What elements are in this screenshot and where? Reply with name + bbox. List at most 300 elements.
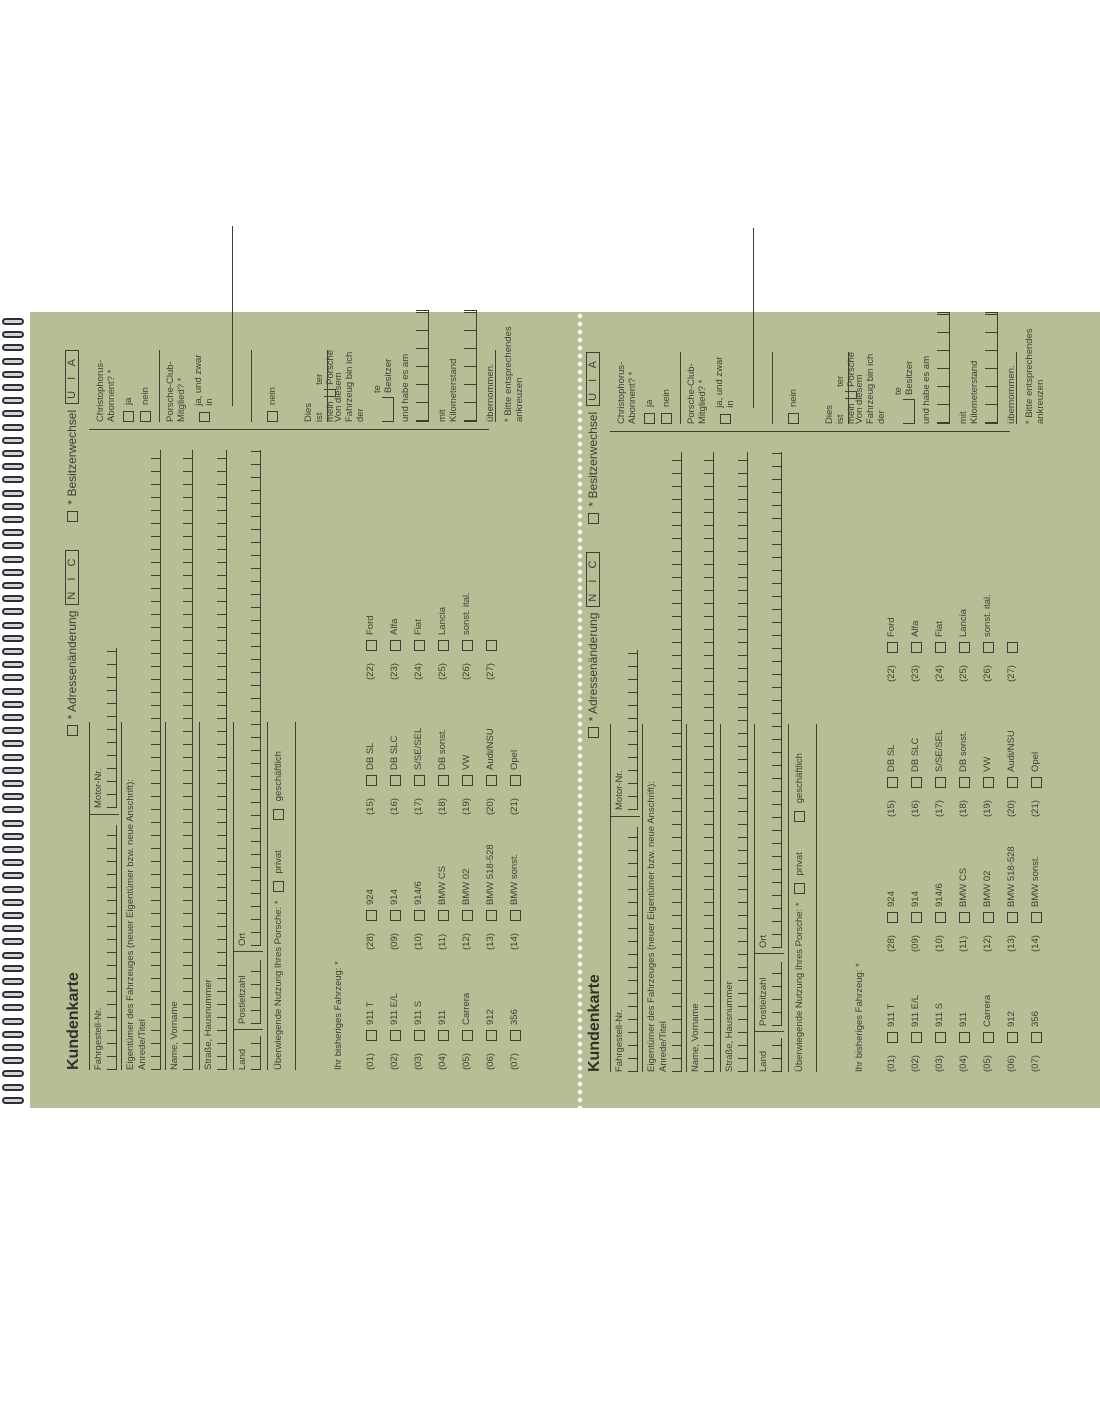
vehicle-checkbox[interactable] — [959, 777, 970, 788]
vehicle-option[interactable] — [976, 594, 1000, 682]
vehicle-checkbox[interactable] — [911, 1032, 922, 1043]
city-label: Ort — [758, 934, 769, 948]
spiral-ring — [2, 978, 24, 985]
vehicle-label: BMW CS — [437, 865, 448, 905]
km-label: mit Kilometerstand — [437, 358, 459, 422]
vehicle-checkbox[interactable] — [510, 775, 521, 786]
vehicle-option[interactable] — [383, 592, 407, 680]
owner-number-field[interactable] — [903, 399, 915, 424]
vehicle-checkbox[interactable] — [438, 640, 449, 651]
vehicle-option[interactable] — [407, 592, 431, 680]
right-column — [95, 326, 527, 422]
club-yes-checkbox[interactable] — [199, 412, 210, 422]
divider — [159, 350, 160, 422]
vehicle-code: (20) — [485, 798, 496, 815]
vehicle-column — [359, 592, 503, 680]
date-field[interactable] — [937, 312, 950, 424]
usage-private-label: privat — [273, 850, 284, 874]
vehicle-checkbox[interactable] — [390, 1030, 401, 1041]
vehicle-option[interactable] — [904, 730, 928, 817]
vehicle-checkbox[interactable] — [462, 640, 473, 651]
vehicle-code: (27) — [485, 663, 496, 680]
name-field[interactable] — [704, 452, 714, 1072]
vehicle-checkbox[interactable] — [1007, 777, 1018, 788]
vehicle-code: (21) — [1030, 800, 1041, 817]
vehicle-option[interactable] — [407, 993, 431, 1070]
club-yes-option[interactable] — [193, 350, 215, 422]
address-change-option[interactable] — [65, 550, 79, 737]
club-label: Porsche-Club-Mitglied? * — [165, 361, 187, 422]
vehicle-label: 914/6 — [413, 881, 424, 905]
porsche-count-pre: Dies ist mein — [303, 401, 336, 422]
vehicle-checkbox[interactable] — [438, 1030, 449, 1041]
divider — [754, 724, 755, 1072]
usage-row — [273, 751, 284, 1070]
vehicle-option[interactable] — [880, 846, 904, 952]
vehicle-label: 912 — [485, 1009, 496, 1025]
christophorus-no-option[interactable] — [661, 352, 672, 424]
spiral-ring — [2, 1070, 24, 1077]
vehicle-label: Carrera — [461, 992, 472, 1025]
no-label: nein — [661, 389, 672, 407]
spiral-ring — [2, 899, 24, 906]
vehicle-option[interactable] — [880, 594, 904, 682]
owner-label: Eigentümer des Fahrzeuges (neuer Eigentümer bzw. neue Anschrift): — [646, 781, 657, 1072]
vehicle-checkbox[interactable] — [462, 910, 473, 921]
card-header-options — [586, 352, 600, 738]
divider — [772, 352, 773, 424]
vehicle-column — [359, 728, 527, 815]
usage-business-checkbox[interactable] — [273, 809, 284, 820]
owner-change-checkbox[interactable] — [588, 513, 599, 524]
vehicle-option[interactable] — [904, 846, 928, 952]
vehicle-option[interactable] — [904, 995, 928, 1072]
spiral-ring — [2, 754, 24, 761]
name-field[interactable] — [183, 450, 193, 1070]
vehicle-checkbox[interactable] — [486, 640, 497, 651]
spiral-ring — [2, 648, 24, 655]
divider — [199, 722, 200, 1070]
yes-checkbox[interactable] — [644, 413, 655, 424]
spiral-ring — [2, 912, 24, 919]
vehicle-checkbox[interactable] — [366, 640, 377, 651]
owner-line-label: Von diesem Fahrzeug bin ich der — [854, 353, 887, 424]
vehicle-checkbox[interactable] — [486, 910, 497, 921]
vehicle-label: Alfa — [910, 620, 921, 637]
vehicle-option[interactable] — [455, 993, 479, 1070]
vehicle-option[interactable] — [503, 728, 527, 815]
street-label: Straße, Hausnummer — [724, 981, 735, 1072]
spiral-ring — [2, 450, 24, 457]
spiral-ring — [2, 1004, 24, 1011]
postcode-field[interactable] — [251, 960, 261, 1024]
vehicle-option[interactable] — [503, 844, 527, 950]
vehicle-option[interactable] — [952, 594, 976, 682]
vehicle-option[interactable] — [1000, 846, 1024, 952]
usage-business-label: geschäftlich — [273, 751, 284, 802]
vehicle-option[interactable] — [431, 728, 455, 815]
club-no-checkbox[interactable] — [267, 411, 278, 422]
vehicle-option[interactable] — [455, 844, 479, 950]
vehicle-option[interactable] — [976, 730, 1000, 817]
footnote: * Bitte entsprechendes ankreuzen — [1024, 328, 1046, 424]
vehicle-checkbox[interactable] — [390, 640, 401, 651]
no-checkbox[interactable] — [661, 413, 672, 424]
vehicle-column — [359, 993, 527, 1070]
vehicle-checkbox[interactable] — [935, 642, 946, 653]
vehicle-checkbox[interactable] — [486, 775, 497, 786]
vehicle-checkbox[interactable] — [983, 777, 994, 788]
vehicle-label: 914 — [910, 891, 921, 907]
vehicle-label: DB SL — [365, 742, 376, 770]
no-label: nein — [140, 387, 151, 405]
vehicle-checkbox[interactable] — [1007, 912, 1018, 923]
usage-private-checkbox[interactable] — [273, 881, 284, 892]
spiral-ring — [2, 859, 24, 866]
spiral-ring — [2, 503, 24, 510]
address-change-checkbox[interactable] — [588, 727, 599, 738]
vehicle-label: Ford — [365, 615, 376, 635]
spiral-ring — [2, 397, 24, 404]
address-change-label: * Adressenänderung — [586, 612, 600, 722]
divider — [89, 722, 90, 1070]
vehicle-code: (23) — [910, 665, 921, 682]
vehicle-checkbox[interactable] — [414, 1030, 425, 1041]
vehicle-checkbox[interactable] — [486, 1030, 497, 1041]
vehicle-option[interactable] — [928, 846, 952, 952]
club-no-label: nein — [267, 387, 278, 405]
vehicle-label: 914/6 — [934, 883, 945, 907]
vehicle-checkbox[interactable] — [911, 912, 922, 923]
usage-label: Überwiegende Nutzung Ihres Porsche: * — [273, 900, 284, 1070]
spiral-ring — [2, 820, 24, 827]
owner-change-option[interactable] — [65, 350, 79, 522]
club-no-checkbox[interactable] — [788, 413, 799, 424]
previous-vehicle-label: Ihr bisheriges Fahrzeug: * — [333, 961, 344, 1070]
spiral-ring — [2, 965, 24, 972]
vehicle-option[interactable] — [359, 844, 383, 950]
spiral-ring — [2, 608, 24, 615]
spiral-ring — [2, 701, 24, 708]
vehicle-checkbox[interactable] — [935, 777, 946, 788]
chassis-number-field[interactable] — [107, 825, 117, 1070]
usage-business-checkbox[interactable] — [794, 811, 805, 822]
salutation-field[interactable] — [151, 450, 161, 1070]
vehicle-option[interactable] — [479, 993, 503, 1070]
vehicle-checkbox[interactable] — [438, 775, 449, 786]
owner-change-checkbox[interactable] — [67, 511, 78, 522]
spiral-ring — [2, 476, 24, 483]
divider — [327, 350, 328, 422]
spiral-ring — [2, 991, 24, 998]
spiral-ring — [2, 886, 24, 893]
vehicle-option[interactable] — [503, 993, 527, 1070]
date-field[interactable] — [416, 310, 429, 422]
column-divider — [610, 431, 1010, 432]
chassis-label: Fahrgestell-Nr. — [614, 1009, 625, 1072]
vehicle-checkbox[interactable] — [510, 910, 521, 921]
spiral-ring — [2, 318, 24, 325]
salutation-field[interactable] — [672, 452, 682, 1072]
field-divider — [233, 951, 263, 952]
vehicle-checkbox[interactable] — [959, 912, 970, 923]
vehicle-checkbox[interactable] — [959, 1032, 970, 1043]
vehicle-label: Lancia — [437, 607, 448, 635]
divider — [251, 350, 252, 422]
vehicle-checkbox[interactable] — [1007, 1032, 1018, 1043]
vehicle-checkbox[interactable] — [935, 912, 946, 923]
vehicle-option[interactable] — [359, 728, 383, 815]
spiral-ring — [2, 780, 24, 787]
vehicle-option[interactable] — [407, 844, 431, 950]
christophorus-label: Christophorus-Abonnent? * — [95, 359, 117, 422]
card-title: Kundenkarte — [586, 974, 603, 1072]
spiral-ring — [2, 556, 24, 563]
club-name-field[interactable] — [744, 228, 754, 408]
vehicle-checkbox[interactable] — [438, 910, 449, 921]
spiral-ring — [2, 938, 24, 945]
vehicle-checkbox[interactable] — [959, 642, 970, 653]
spiral-ring — [2, 424, 24, 431]
club-no-block — [782, 352, 799, 424]
vehicle-checkbox[interactable] — [887, 777, 898, 788]
spiral-ring — [2, 463, 24, 470]
postcode-field[interactable] — [772, 962, 782, 1026]
usage-label: Überwiegende Nutzung Ihres Porsche: * — [794, 902, 805, 1072]
vehicle-option[interactable] — [1000, 594, 1024, 682]
vehicle-label: 912 — [1006, 1011, 1017, 1027]
owner-change-code: U I A — [586, 352, 600, 406]
vehicle-option[interactable] — [880, 995, 904, 1072]
porsche-count-post: ter Porsche — [835, 351, 857, 387]
vehicle-option[interactable] — [383, 993, 407, 1070]
vehicle-code: (24) — [413, 663, 424, 680]
vehicle-option[interactable] — [952, 730, 976, 817]
spiral-ring — [2, 635, 24, 642]
km-field[interactable] — [985, 312, 998, 424]
club-no-option[interactable] — [267, 350, 278, 422]
street-field[interactable] — [738, 452, 748, 1072]
yes-checkbox[interactable] — [123, 411, 134, 422]
vehicle-option[interactable] — [1024, 846, 1048, 952]
vehicle-option[interactable] — [1024, 730, 1048, 817]
vehicle-label: BMW CS — [958, 867, 969, 907]
vehicle-code: (04) — [958, 1055, 969, 1072]
vehicle-checkbox[interactable] — [1007, 642, 1018, 653]
spiral-ring — [2, 727, 24, 734]
vehicle-option[interactable] — [407, 728, 431, 815]
vehicle-label: S/SE/SEL — [934, 729, 945, 772]
vehicle-label: BMW sonst. — [509, 853, 520, 905]
vehicle-checkbox[interactable] — [414, 910, 425, 921]
vehicle-code: (07) — [1030, 1055, 1041, 1072]
vehicle-option[interactable] — [431, 844, 455, 950]
vehicle-option[interactable] — [928, 730, 952, 817]
vehicle-label: 911 E/L — [389, 992, 400, 1025]
km-field[interactable] — [464, 310, 477, 422]
vehicle-option[interactable] — [1024, 995, 1048, 1072]
owner-suffix-label: te Besitzer — [893, 360, 915, 395]
spiral-ring — [2, 344, 24, 351]
spiral-ring — [2, 622, 24, 629]
country-field[interactable] — [251, 1036, 261, 1070]
field-divider — [610, 816, 640, 817]
vehicle-code: (09) — [910, 935, 921, 952]
porsche-count-post: ter Porsche — [314, 349, 336, 385]
vehicle-option[interactable] — [976, 995, 1000, 1072]
vehicle-code: (09) — [389, 933, 400, 950]
vehicle-code: (12) — [982, 935, 993, 952]
christophorus-no-option[interactable] — [140, 350, 151, 422]
club-yes-option[interactable] — [714, 352, 736, 424]
club-no-option[interactable] — [788, 352, 799, 424]
club-block — [686, 352, 736, 424]
ownership-block — [333, 350, 496, 422]
christophorus-yes-option[interactable] — [644, 352, 655, 424]
vehicle-option[interactable] — [904, 594, 928, 682]
club-yes-label: ja, und zwar in — [193, 354, 215, 406]
chassis-number-field[interactable] — [628, 827, 638, 1072]
city-field[interactable] — [772, 452, 782, 948]
vehicle-checkbox[interactable] — [983, 912, 994, 923]
country-field[interactable] — [772, 1038, 782, 1072]
divider — [788, 724, 789, 1072]
vehicle-code: (11) — [437, 933, 448, 950]
divider — [610, 724, 611, 1072]
club-yes-checkbox[interactable] — [720, 414, 731, 424]
vehicle-label: DB sonst. — [437, 728, 448, 770]
vehicle-checkbox[interactable] — [911, 777, 922, 788]
street-field[interactable] — [217, 450, 227, 1070]
vehicle-label: BMW 518-528 — [485, 844, 496, 905]
address-change-option[interactable] — [586, 552, 600, 739]
divider — [680, 352, 681, 424]
field-divider — [754, 953, 784, 954]
ownership-block — [854, 352, 1017, 424]
vehicle-option[interactable] — [479, 844, 503, 950]
yes-label: ja — [123, 397, 134, 405]
spiral-ring — [2, 833, 24, 840]
usage-private-checkbox[interactable] — [794, 883, 805, 894]
christophorus-yes-option[interactable] — [123, 350, 134, 422]
address-change-checkbox[interactable] — [67, 725, 78, 736]
vehicle-option[interactable] — [976, 846, 1000, 952]
spiral-ring — [2, 529, 24, 536]
no-checkbox[interactable] — [140, 411, 151, 422]
vehicle-option[interactable] — [952, 846, 976, 952]
vehicle-code: (10) — [934, 935, 945, 952]
vehicle-option[interactable] — [880, 730, 904, 817]
vehicle-checkbox[interactable] — [366, 1030, 377, 1041]
club-block — [165, 350, 215, 422]
vehicle-code: (18) — [958, 800, 969, 817]
vehicle-option[interactable] — [359, 993, 383, 1070]
vehicle-option[interactable] — [952, 995, 976, 1072]
engine-number-field[interactable] — [628, 650, 638, 810]
spiral-ring — [2, 1044, 24, 1051]
vehicle-checkbox[interactable] — [1031, 1032, 1042, 1043]
vehicle-option[interactable] — [431, 993, 455, 1070]
vehicle-option[interactable] — [359, 592, 383, 680]
vehicle-checkbox[interactable] — [462, 775, 473, 786]
vehicle-checkbox[interactable] — [1031, 912, 1042, 923]
vehicle-code: (01) — [365, 1053, 376, 1070]
vehicle-code: (28) — [365, 933, 376, 950]
porsche-count-row — [303, 350, 336, 422]
owner-change-option[interactable] — [586, 352, 600, 524]
vehicle-checkbox[interactable] — [366, 910, 377, 921]
right-column — [616, 328, 1048, 424]
vehicle-checkbox[interactable] — [414, 640, 425, 651]
vehicle-code: (22) — [886, 665, 897, 682]
vehicle-checkbox[interactable] — [935, 1032, 946, 1043]
vehicle-option[interactable] — [431, 592, 455, 680]
vehicle-checkbox[interactable] — [983, 1032, 994, 1043]
vehicle-checkbox[interactable] — [390, 910, 401, 921]
divider — [816, 724, 817, 1072]
engine-number-field[interactable] — [107, 648, 117, 808]
vehicle-option[interactable] — [479, 592, 503, 680]
vehicle-checkbox[interactable] — [887, 642, 898, 653]
owner-change-code: U I A — [65, 350, 79, 404]
taken-label: übernommen. — [1006, 365, 1017, 424]
club-name-field[interactable] — [223, 226, 233, 406]
vehicle-option[interactable] — [479, 728, 503, 815]
vehicle-option[interactable] — [928, 995, 952, 1072]
vehicle-checkbox[interactable] — [911, 642, 922, 653]
vehicle-option[interactable] — [1000, 995, 1024, 1072]
chassis-label: Fahrgestell-Nr. — [93, 1007, 104, 1070]
card-header-options — [65, 350, 79, 736]
vehicle-option[interactable] — [1000, 730, 1024, 817]
vehicle-code: (02) — [910, 1055, 921, 1072]
club-label: Porsche-Club-Mitglied? * — [686, 363, 708, 424]
vehicle-checkbox[interactable] — [887, 1032, 898, 1043]
vehicle-option[interactable] — [383, 844, 407, 950]
vehicle-checkbox[interactable] — [414, 775, 425, 786]
vehicle-label: 911 S — [934, 1002, 945, 1027]
vehicle-checkbox[interactable] — [887, 912, 898, 923]
divider — [233, 722, 234, 1070]
vehicle-checkbox[interactable] — [462, 1030, 473, 1041]
vehicle-option[interactable] — [383, 728, 407, 815]
vehicle-checkbox[interactable] — [390, 775, 401, 786]
spiral-ring — [2, 331, 24, 338]
vehicle-checkbox[interactable] — [983, 642, 994, 653]
spiral-binding — [0, 318, 26, 1108]
name-label: Name, Vorname — [169, 1001, 180, 1070]
vehicle-checkbox[interactable] — [366, 775, 377, 786]
owner-number-field[interactable] — [382, 397, 394, 422]
divider — [720, 724, 721, 1072]
vehicle-code: (10) — [413, 933, 424, 950]
city-field[interactable] — [251, 450, 261, 946]
vehicle-option[interactable] — [928, 594, 952, 682]
vehicle-label: Carrera — [982, 994, 993, 1027]
vehicle-code: (13) — [485, 933, 496, 950]
vehicle-checkbox[interactable] — [510, 1030, 521, 1041]
vehicle-label: 911 T — [886, 1003, 897, 1027]
vehicle-option[interactable] — [455, 592, 479, 680]
spiral-ring — [2, 595, 24, 602]
vehicle-option[interactable] — [455, 728, 479, 815]
usage-business-label: geschäftlich — [794, 753, 805, 804]
km-label: mit Kilometerstand — [958, 360, 980, 424]
vehicle-checkbox[interactable] — [1031, 777, 1042, 788]
vehicle-label: Opel — [1030, 751, 1041, 772]
vehicle-code: (14) — [509, 933, 520, 950]
vehicle-label: BMW sonst. — [1030, 855, 1041, 907]
